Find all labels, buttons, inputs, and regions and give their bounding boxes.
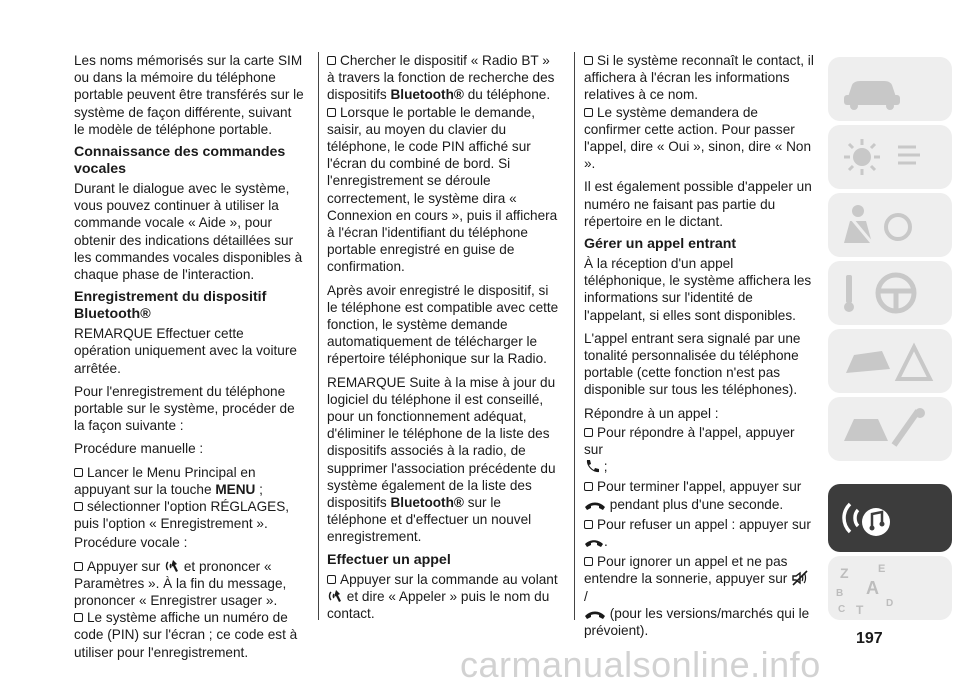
page-number: 197 [856, 630, 883, 647]
bullet-square-icon [327, 56, 336, 65]
phone-hangup-icon [584, 609, 606, 621]
seatbelt-icon [828, 193, 952, 257]
bullet-square-icon [584, 520, 593, 529]
bullet-square-icon [327, 108, 336, 117]
tab-emergency[interactable] [828, 397, 952, 461]
index-letter: C [838, 604, 846, 615]
paragraph: REMARQUE Suite à la mise à jour du logiciel du téléphone il est conseillé, pour un fonctionnement adéquat, d'éliminer le téléphone de la liste des dispositifs associés à la radio, de supprimer l'association précédente du système également de la liste des dispositifs Bluetooth® sur le téléphone et d'effectuer un nouvel enregistrement. [327, 374, 556, 545]
index-letter: D [886, 598, 894, 609]
manual-procedure-label: Procédure manuelle : [74, 441, 204, 457]
car-icon [828, 57, 952, 121]
tab-starting-driving[interactable] [828, 261, 952, 325]
vocal-procedure-label: Procédure vocale : [74, 535, 188, 551]
bullet-item: Pour refuser un appel : appuyer sur . [584, 516, 814, 550]
bullet-item: sélectionner l'option RÉGLAGES, puis l'option « Enregistrement ». [74, 499, 290, 532]
multimedia-icon [828, 484, 952, 552]
index-letter: A [866, 578, 879, 598]
bullet-square-icon [584, 557, 593, 566]
tab-safety[interactable] [828, 193, 952, 257]
heading-incoming-call: Gérer un appel entrant [584, 236, 737, 253]
bullet-square-icon [584, 482, 593, 491]
heading-bluetooth-registration: Enregistrement du dispositif Bluetooth® [74, 289, 267, 323]
reply-label: Répondre à un appel : [584, 405, 719, 421]
heading-voice-commands: Connaissance des commandes vocales [74, 144, 286, 178]
paragraph: Les noms mémorisés sur la carte SIM ou dans la mémoire du téléphone portable peuvent être transférés sur le système de façon différente, suivant le modèle de téléphone portable. [74, 53, 304, 137]
index-letter: T [856, 603, 864, 617]
voice-command-icon [327, 588, 343, 604]
paragraph: Il est également possible d'appeler un numéro ne faisant pas partie du répertoire en le dictant. [584, 179, 812, 229]
bullet-item: Pour ignorer un appel et ne pas entendre la sonnerie, appuyer sur / (pour les versions/marchés qui le prévoient). [584, 554, 810, 639]
bullet-item: Si le système reconnaît le contact, il affichera à l'écran les informations relatives à ce nom. [584, 53, 814, 103]
tab-index[interactable] [828, 556, 952, 620]
phone-hangup-icon [584, 500, 606, 512]
column-divider [318, 52, 319, 620]
tab-multimedia[interactable] [828, 484, 952, 552]
paragraph: Après avoir enregistré le dispositif, si le téléphone est compatible avec cette fonction, le système demande automatiquement de télécharger le répertoire téléphonique sur la Radio. [327, 282, 559, 367]
bullet-square-icon [74, 613, 83, 622]
column-3 [584, 52, 814, 639]
bullet-square-icon [584, 108, 593, 117]
bullet-square-icon [74, 562, 83, 571]
tab-lights-controls[interactable] [828, 125, 952, 189]
steering-wheel-icon [828, 261, 952, 325]
bullet-item: Pour répondre à l'appel, appuyer sur ; [584, 424, 795, 475]
phone-answer-icon [584, 458, 600, 474]
voice-command-icon [164, 558, 180, 574]
bullet-item: Le système demandera de confirmer cette action. Pour passer l'appel, dire « Oui », sinon, dire « Non ». [584, 104, 812, 172]
bullet-square-icon [74, 468, 83, 477]
bullet-item: Appuyer sur et prononcer « Paramètres ». À la fin du message, prononcer « Enregistrer usager ». [74, 558, 287, 609]
watermark: carmanualsonline.info [460, 644, 821, 685]
bullet-item: Pour terminer l'appel, appuyer sur pendant plus d'une seconde. [584, 478, 814, 512]
bullet-item: Chercher le dispositif « Radio BT » à travers la fonction de recherche des dispositifs Bluetooth® du téléphone. [327, 53, 555, 103]
index-letter: B [836, 588, 844, 599]
warning-icon [828, 329, 952, 393]
index-letter: E [878, 563, 886, 575]
paragraph: À la réception d'un appel téléphonique, le système affichera les informations sur l'identité de l'appelant, si elles sont disponibles. [584, 256, 812, 323]
phone-hangup-icon [584, 537, 604, 549]
bullet-square-icon [584, 428, 593, 437]
tab-warning-lights[interactable] [828, 329, 952, 393]
bullet-item: Appuyer sur la commande au volant et dire « Appeler » puis le nom du contact. [327, 571, 558, 622]
index-letter: Z [840, 565, 849, 581]
column-1 [74, 52, 304, 661]
bullet-item: Lancer le Menu Principal en appuyant sur la touche MENU ; [74, 464, 263, 497]
paragraph: L'appel entrant sera signalé par une tonalité personnalisée du téléphone portable (cette fonction n'est pas disponible sur tous les téléphones). [584, 330, 801, 398]
paragraph: REMARQUE Effectuer cette opération uniquement avec la voiture arrêtée. [74, 326, 297, 376]
index-letters-icon [828, 556, 952, 620]
column-2 [327, 52, 559, 622]
column-divider [574, 52, 575, 620]
lights-icon [828, 125, 952, 189]
bullet-square-icon [74, 502, 83, 511]
bullet-item: Lorsque le portable le demande, saisir, au moyen du clavier du téléphone, le code PIN affiché sur l'écran du combiné de bord. Si l'enregistrement se déroule correctement, le système dira « Connexion en cours », puis il affichera à l'écran l'identifiant du téléphone portable enregistré en guise de confirmation. [327, 104, 558, 275]
paragraph: Durant le dialogue avec le système, vous pouvez continuer à utiliser la commande vocale « Aide », pour obtenir des indications détaillées sur les commandes vocales disponibles à chaque phase de l'interaction. [74, 181, 303, 283]
bullet-square-icon [584, 56, 593, 65]
heading-make-call: Effectuer un appel [327, 551, 451, 568]
paragraph: Pour l'enregistrement du téléphone portable sur le système, procéder de la façon suivante : [74, 383, 295, 434]
emergency-icon [828, 397, 952, 461]
bullet-square-icon [327, 575, 336, 584]
menu-key: MENU [215, 481, 256, 497]
tab-car-overview[interactable] [828, 57, 952, 121]
bullet-item: Le système affiche un numéro de code (PIN) sur l'écran ; ce code est à utiliser pour l'enregistrement. [74, 610, 298, 660]
mute-icon [791, 570, 809, 586]
